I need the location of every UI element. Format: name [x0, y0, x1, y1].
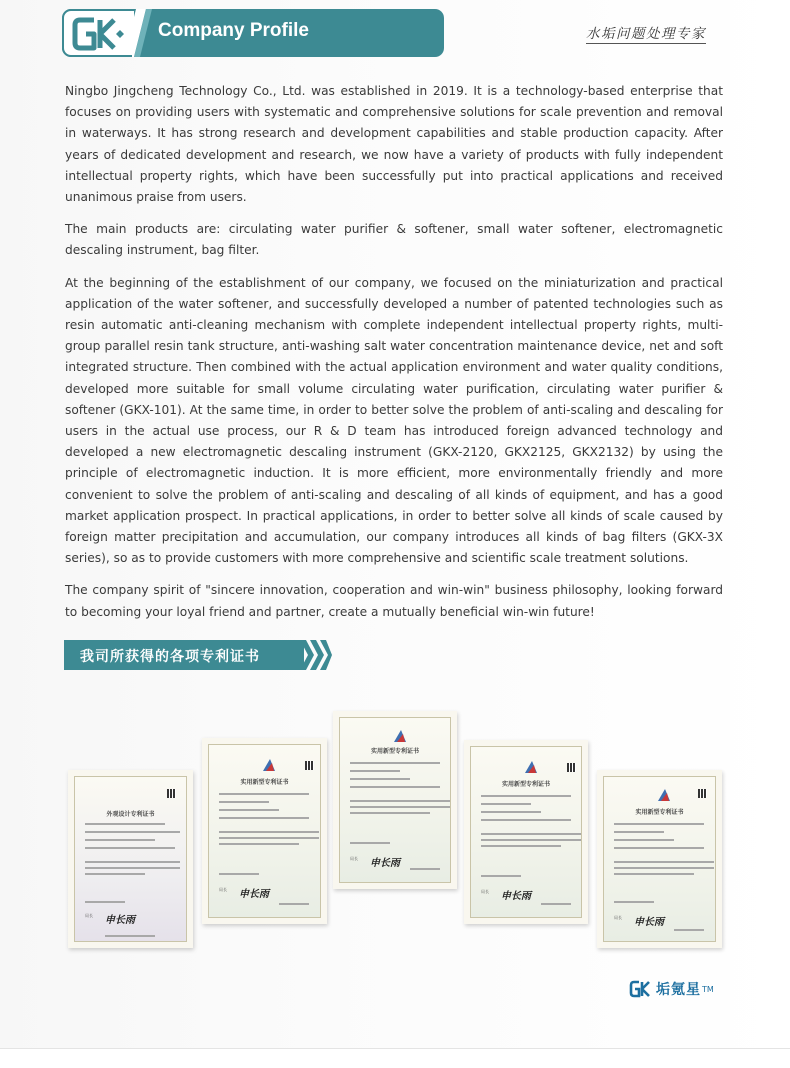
- company-description: [65, 81, 723, 634]
- certificate-signature: 申长雨: [105, 915, 135, 926]
- paragraph-intro: Ningbo Jingcheng Technology Co., Ltd. was established in 2019. It is a technology-based enterprise that focuses on providing users with systematic and comprehensive solutions for scale prevention and removal in waterways. It has strong research and development capabilities and stable production capacity. After years of dedicated development and research, we now have a variety of products with fully independent intellectual property rights, which have been successfully put into practical applications and received unanimous praise from users.: [65, 84, 723, 205]
- qr-code-icon: [698, 789, 707, 798]
- certificate-signature: 申长雨: [501, 891, 531, 902]
- slogan-text: 水垢问题处理专家: [586, 22, 706, 44]
- certificate-2: 实用新型专利证书 局长 申长雨: [202, 738, 327, 924]
- patent-emblem-icon: [261, 757, 277, 773]
- certificate-title: 外观设计专利证书: [106, 811, 155, 818]
- paragraph-spirit: The company spirit of "sincere innovation, cooperation and win-win" business philosophy, looking forward to becoming your loyal friend and partner, create a mutually beneficial win-win future!: [65, 583, 723, 619]
- patent-emblem-icon: [656, 787, 672, 803]
- certificate-4: 实用新型专利证书 局长 申长雨: [464, 740, 588, 924]
- certificate-title: 实用新型专利证书: [370, 748, 419, 755]
- gk-brand-icon: [629, 980, 653, 998]
- qr-code-icon: [167, 789, 176, 798]
- page-bottom-margin: [0, 1048, 790, 1068]
- certificate-signature: 申长雨: [370, 858, 400, 869]
- brand-logo: [629, 978, 714, 1000]
- qr-code-icon: [567, 763, 576, 772]
- certificate-title: 实用新型专利证书: [501, 781, 550, 788]
- certificate-1: 外观设计专利证书 局长 申长雨: [68, 770, 193, 948]
- brand-trademark: TM: [702, 984, 714, 994]
- page-title: Company Profile: [158, 20, 309, 41]
- header-banner: [62, 9, 444, 57]
- company-logo: [62, 9, 136, 57]
- heading-stripes-icon: [298, 640, 332, 670]
- certificate-5: 实用新型专利证书 局长 申长雨: [597, 770, 722, 948]
- patent-emblem-icon: [523, 759, 539, 775]
- gk-logo-icon: [72, 16, 130, 52]
- paragraph-history: At the beginning of the establishment of our company, we focused on the miniaturization and practical application of the water softener, and successfully developed a number of patented technologies such as resin automatic anti-cleaning mechanism with complete independent intellectual property rights, multi-group parallel resin tank structure, anti-washing salt water concentration maintenance device, net and soft integrated structure. Then combined with the actual application environment and water quality conditions, developed more suitable for small volume circulating water purification, circulating water purifier & softener (GKX-101). At the same time, in order to better solve the problem of anti-scaling and descaling for users in the actual use process, our R & D team has introduced foreign advanced technology and developed a new electromagnetic descaling instrument (GKX-2120, GKX2125, GKX2132) by using the principle of electromagnetic induction. It is more efficient, more environmentally friendly and more convenient to solve the problem of anti-scaling and descaling of all kinds of equipment, and has a good market application prospect. In practical applications, in order to better solve all kinds of scale caused by foreign matter precipitation and accumulation, our company introduces all kinds of bag filters (GKX-3X series), so as to provide customers with more comprehensive and scientific scale treatment solutions.: [65, 275, 723, 566]
- certificate-title: 实用新型专利证书: [240, 779, 289, 786]
- certificate-signature: 申长雨: [634, 917, 664, 928]
- patent-emblem-icon: [392, 728, 408, 744]
- certificate-signature: 申长雨: [239, 889, 269, 900]
- paragraph-products: The main products are: circulating water purifier & softener, small water softener, electromagnetic descaling instrument, bag filter.: [65, 222, 723, 258]
- certificate-3: 实用新型专利证书 局长 申长雨: [333, 711, 457, 889]
- qr-code-icon: [305, 761, 314, 770]
- patents-heading-bar: [64, 640, 304, 670]
- patents-heading: 我司所获得的各项专利证书: [80, 649, 260, 665]
- brand-name: 垢氪星: [656, 982, 701, 998]
- certificate-title: 实用新型专利证书: [635, 809, 684, 816]
